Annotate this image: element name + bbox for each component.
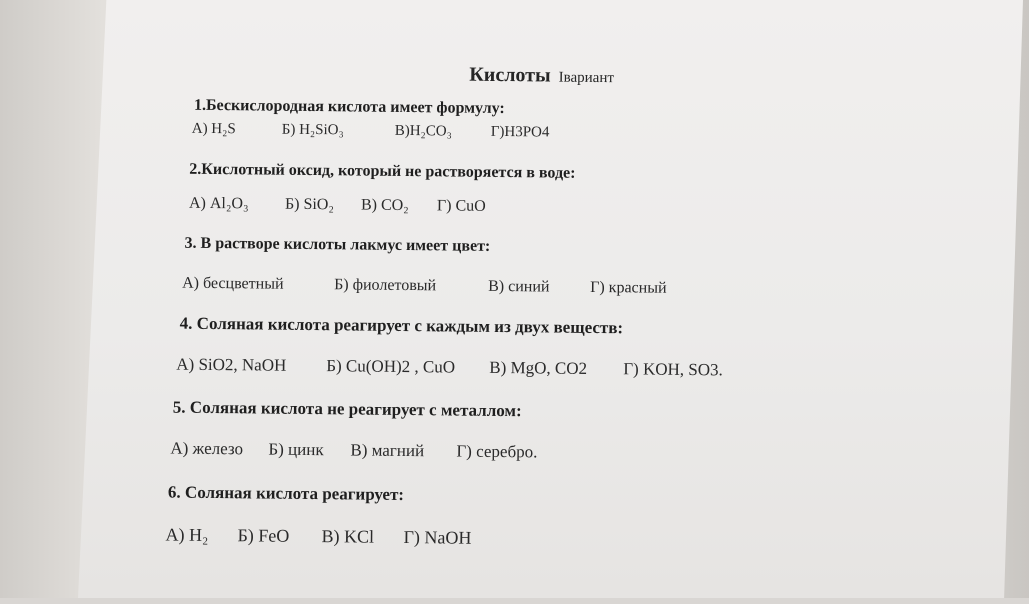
variant-label: Iвариант <box>558 69 615 87</box>
answer-2b: Б) SiO₂ <box>284 195 335 214</box>
question-1: 1.Бескислородная кислота имеет формулу: <box>193 96 505 118</box>
answer-6c: В) KCl <box>321 526 375 547</box>
answer-5d: Г) серебро. <box>456 441 538 462</box>
answers-6 <box>165 525 471 549</box>
answer-4a: А) SiO2, NaOH <box>176 354 287 375</box>
answer-5c: В) магний <box>350 440 425 461</box>
answer-3d: Г) красный <box>590 278 667 297</box>
page-title <box>469 64 614 89</box>
answer-5a: А) железо <box>170 438 244 459</box>
title-text: Кислоты <box>469 63 551 87</box>
question-5: 5. Соляная кислота не реагирует с металлом: <box>172 397 522 421</box>
answer-6a: А) H₂ <box>165 524 209 545</box>
answer-3c: В) синий <box>488 277 550 296</box>
answer-4b: Б) Cu(OH)2 , CuO <box>326 356 456 377</box>
answer-1b: Б) H₂SiO₃ <box>281 121 344 139</box>
answer-3a: А) бесцветный <box>182 274 284 293</box>
answer-1c: В)H₂CO₃ <box>394 122 452 140</box>
question-4: 4. Соляная кислота реагирует с каждым из двух веществ: <box>179 313 624 338</box>
answer-3b: Б) фиолетовый <box>334 276 437 295</box>
answer-6d: Г) NaOH <box>403 527 472 548</box>
answer-2a: А) Al₂O₃ <box>188 194 249 213</box>
answers-3 <box>182 275 667 298</box>
answers-1 <box>192 121 550 142</box>
question-2: 2.Кислотный оксид, который не растворяется в воде: <box>189 160 576 182</box>
answer-1d: Г)H3PO4 <box>490 123 550 141</box>
answer-6b: Б) FeO <box>237 525 290 546</box>
answers-5 <box>170 439 537 463</box>
question-3: 3. В растворе кислоты лакмус имеет цвет: <box>184 234 491 255</box>
answer-2c: В) CO₂ <box>360 196 409 215</box>
answer-4d: Г) KOH, SO3. <box>623 359 723 380</box>
answer-2d: Г) CuO <box>436 197 486 215</box>
answer-5b: Б) цинк <box>268 439 324 460</box>
answers-2 <box>189 195 486 216</box>
question-6: 6. Соляная кислота реагирует: <box>167 482 405 505</box>
answer-4c: В) MgO, CO2 <box>489 357 588 378</box>
answer-1a: А) H₂S <box>191 120 236 138</box>
answers-4 <box>176 355 723 381</box>
